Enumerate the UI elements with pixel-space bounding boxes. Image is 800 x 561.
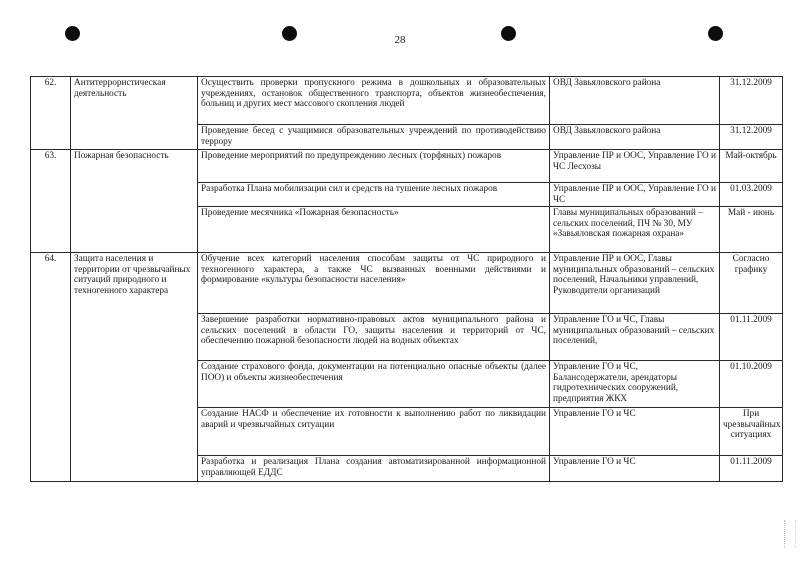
deadline-cell: 01.11.2009: [720, 456, 783, 482]
measures-table: [30, 76, 783, 482]
table-row: [31, 253, 783, 314]
section-area: Защита населения и территории от чрезвычайных ситуаций природного и техногенного характера: [71, 253, 198, 482]
measure-cell: Разработка и реализация Плана создания автоматизированной информационной управляющей ЕДДС: [198, 456, 550, 482]
deadline-cell: 01.03.2009: [720, 183, 783, 207]
binder-hole-2: [282, 26, 297, 41]
responsible-cell: Управление ГО и ЧС, Балансодержатели, арендаторы гидротехнических сооружений, предприятия ЖКХ: [550, 361, 720, 408]
measure-cell: Разработка Плана мобилизации сил и средств на тушение лесных пожаров: [198, 183, 550, 207]
section-number: 63.: [31, 150, 71, 253]
section-area: Пожарная безопасность: [71, 150, 198, 253]
responsible-cell: ОВД Завьяловского района: [550, 77, 720, 125]
deadline-cell: 01.10.2009: [720, 361, 783, 408]
responsible-cell: Управление ПР и ООС, Главы муниципальных образований – сельских поселений, Начальники управлений, Руководители организаций: [550, 253, 720, 314]
binder-hole-3: [501, 26, 516, 41]
deadline-cell: При чрезвычайных ситуациях: [720, 408, 783, 456]
scan-artifact: [784, 520, 796, 548]
responsible-cell: Управление ПР и ООС, Управление ГО и ЧС: [550, 183, 720, 207]
table-row: [31, 77, 783, 125]
section-number: 64.: [31, 253, 71, 482]
measure-cell: Проведение мероприятий по предупреждению лесных (торфяных) пожаров: [198, 150, 550, 183]
section-number: 62.: [31, 77, 71, 150]
measure-cell: Осуществить проверки пропускного режима в дошкольных и образовательных учреждениях, остановок общественного транспорта, объектов жизнеобеспечения, больниц и других мест массового скопления людей: [198, 77, 550, 125]
deadline-cell: 01.11.2009: [720, 314, 783, 361]
measure-cell: Обучение всех категорий населения способам защиты от ЧС природного и техногенного характера, а также ЧС вызванных военными действиями и формирование «культуры безопасности населения»: [198, 253, 550, 314]
binder-hole-4: [708, 26, 723, 41]
responsible-cell: Главы муниципальных образований – сельских поселений, ПЧ № 30, МУ «Завьяловская пожарная охрана»: [550, 207, 720, 253]
binder-hole-1: [65, 26, 80, 41]
deadline-cell: Май - июнь: [720, 207, 783, 253]
measure-cell: Создание НАСФ и обеспечение их готовности к выполнению работ по ликвидации аварий и чрезвычайных ситуации: [198, 408, 550, 456]
measure-cell: Завершение разработки нормативно-правовых актов муниципального района и сельских поселений в области ГО, защиты населения и территорий от ЧС, обеспечению пожарной безопасности людей на водных объектах: [198, 314, 550, 361]
responsible-cell: Управление ГО и ЧС, Главы муниципальных образований – сельских поселений,: [550, 314, 720, 361]
responsible-cell: Управление ГО и ЧС: [550, 456, 720, 482]
deadline-cell: Согласно графику: [720, 253, 783, 314]
responsible-cell: ОВД Завьяловского района: [550, 125, 720, 150]
deadline-cell: Май-октябрь: [720, 150, 783, 183]
deadline-cell: 31.12.2009: [720, 125, 783, 150]
deadline-cell: 31.12.2009: [720, 77, 783, 125]
measure-cell: Проведение бесед с учащимися образовательных учреждений по противодействию террору: [198, 125, 550, 150]
section-area: Антитеррористическая деятельность: [71, 77, 198, 150]
responsible-cell: Управление ПР и ООС, Управление ГО и ЧС Лесхозы: [550, 150, 720, 183]
table-row: [31, 150, 783, 183]
measure-cell: Создание страхового фонда, документации на потенциально опасные объекты (далее ПОО) и объекты жизнеобеспечения: [198, 361, 550, 408]
measure-cell: Проведение месячника «Пожарная безопасность»: [198, 207, 550, 253]
page-number: 28: [394, 34, 406, 46]
responsible-cell: Управление ГО и ЧС: [550, 408, 720, 456]
